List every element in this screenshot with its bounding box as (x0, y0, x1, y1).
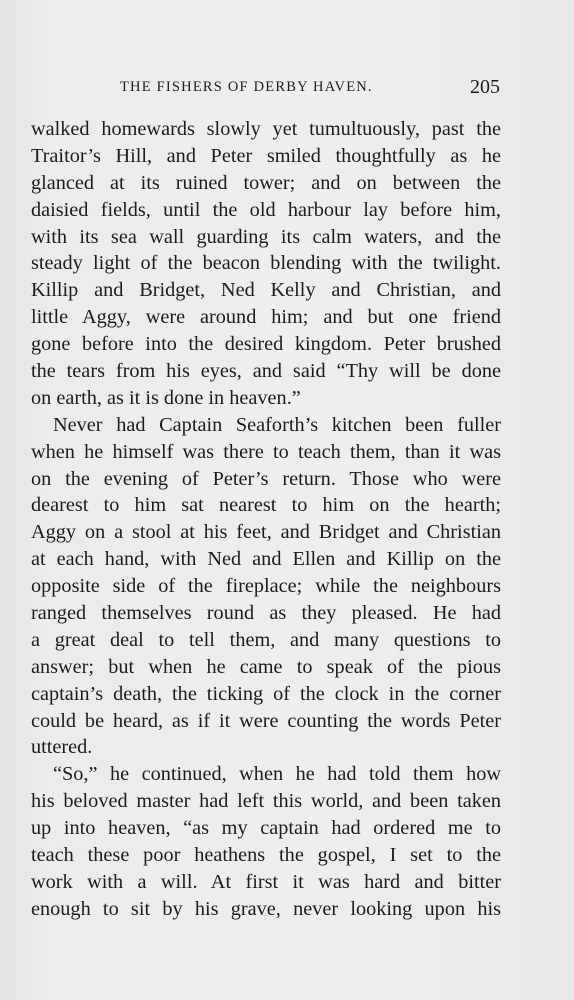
text-line: opposite side of the fireplace; while the neighbours (31, 575, 501, 598)
text-line: Traitor’s Hill, and Peter smiled thoughtfully as he (31, 144, 501, 167)
text-line: with its sea wall guarding its calm waters, and the (31, 225, 501, 248)
text-line: glanced at its ruined tower; and on between the (31, 171, 501, 194)
text-line: teach these poor heathens the gospel, I set to the (31, 844, 501, 867)
text-line: could be heard, as if it were counting the words Peter (31, 709, 501, 732)
paragraph-start-line: “So,” he continued, when he had told them how (53, 763, 501, 786)
text-line: his beloved master had left this world, and been taken (31, 790, 501, 813)
text-line: up into heaven, “as my captain had ordered me to (31, 817, 501, 840)
text-line: work with a will. At first it was hard and bitter (31, 870, 501, 893)
text-line: on the evening of Peter’s return. Those who were (31, 467, 501, 490)
text-line: ranged themselves round as they pleased. He had (31, 602, 501, 625)
text-line: enough to sit by his grave, never looking upon his (31, 897, 501, 920)
text-line: dearest to him sat nearest to him on the hearth; (31, 494, 501, 517)
text-line: steady light of the beacon blending with the twilight. (31, 252, 501, 275)
text-line: the tears from his eyes, and said “Thy will be done (31, 360, 501, 383)
text-line: on earth, as it is done in heaven.” (31, 386, 301, 409)
text-line: uttered. (31, 736, 93, 759)
text-line: at each hand, with Ned and Ellen and Killip on the (31, 548, 501, 571)
text-line: answer; but when he came to speak of the pious (31, 655, 501, 678)
running-head (58, 76, 498, 100)
text-line: daisied fields, until the old harbour lay before him, (31, 198, 501, 221)
text-line: walked homewards slowly yet tumultuously, past the (31, 118, 501, 140)
running-title: THE FISHERS OF DERBY HAVEN. (120, 79, 373, 95)
text-line: little Aggy, were around him; and but one friend (31, 306, 501, 329)
page-number: 205 (470, 76, 500, 98)
body-text (31, 116, 501, 923)
text-line: gone before into the desired kingdom. Peter brushed (31, 333, 501, 356)
paragraph-start-line: Never had Captain Seaforth’s kitchen been fuller (53, 413, 501, 436)
text-line: a great deal to tell them, and many questions to (31, 628, 501, 651)
text-line: captain’s death, the ticking of the clock in the corner (31, 682, 501, 705)
text-line: Aggy on a stool at his feet, and Bridget and Christian (31, 521, 501, 544)
text-line: Killip and Bridget, Ned Kelly and Christian, and (31, 279, 501, 302)
text-line: when he himself was there to teach them, than it was (31, 440, 501, 463)
